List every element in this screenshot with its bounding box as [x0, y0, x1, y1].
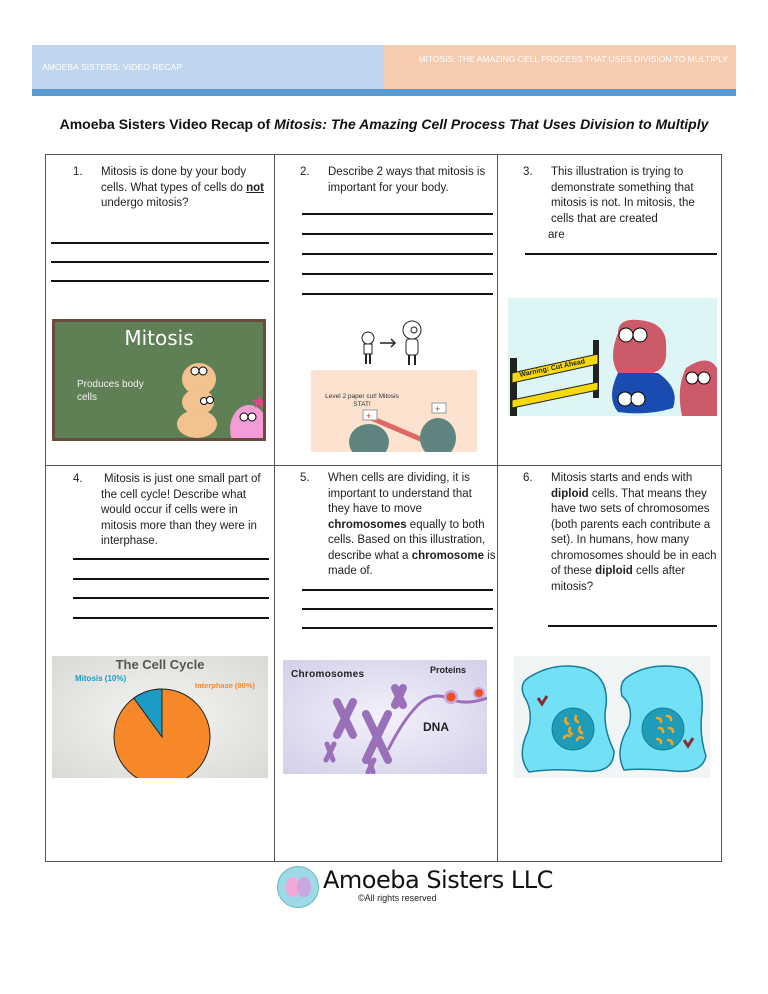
footer-rights: ©All rights reserved [358, 893, 437, 903]
header-left-label: AMOEBA SISTERS: VIDEO RECAP [42, 62, 183, 72]
column-divider [497, 154, 498, 862]
cut-ahead-cells-icon [508, 298, 717, 416]
chromosomes-dna-icon [283, 660, 487, 774]
nurse-cells-icon [311, 370, 477, 452]
answer-line[interactable] [302, 589, 493, 591]
header-right-label: MITOSIS: THE AMAZING CELL PROCESS THAT USES DIVISION TO MULTIPLY [418, 54, 728, 64]
answer-line[interactable] [51, 242, 269, 244]
answer-line[interactable] [302, 293, 493, 295]
header-left-panel [32, 45, 384, 89]
answer-line[interactable] [73, 617, 269, 619]
answer-line[interactable] [302, 253, 493, 255]
answer-line[interactable] [548, 625, 717, 627]
answer-line[interactable] [525, 253, 717, 255]
column-divider [274, 154, 275, 862]
answer-line[interactable] [302, 273, 493, 275]
header-right-panel [384, 45, 736, 89]
paper-cut-image: Level 2 paper cut! Mitosis STAT! + + [311, 370, 477, 452]
answer-line[interactable] [73, 578, 269, 580]
amoeba-sisters-logo-icon [277, 866, 319, 908]
legend-mitosis: Mitosis (10%) [75, 674, 127, 683]
row-divider [45, 465, 722, 466]
legend-interphase: Interphase (90%) [195, 681, 256, 690]
header-stripe [32, 89, 736, 96]
answer-line[interactable] [51, 261, 269, 263]
question-3-tail: are [548, 229, 565, 241]
answer-line[interactable] [51, 280, 269, 282]
svg-text:Warning: Cut Ahead: Warning: Cut Ahead [518, 358, 586, 379]
footer-brand: Amoeba Sisters LLC [323, 866, 553, 894]
warning-cut-image [508, 298, 717, 416]
chromosome-diagram-image: Chromosomes Proteins DNA [283, 660, 487, 774]
answer-line[interactable] [302, 608, 493, 610]
growth-stick-figures-icon [335, 302, 450, 366]
two-cells-icon [514, 656, 710, 778]
answer-line[interactable] [302, 213, 493, 215]
growth-figures-image [335, 302, 450, 366]
pie-chart-icon [52, 656, 268, 778]
cell-cycle-pie-chart: The Cell Cycle Mitosis (10%) Interphase (90%) [52, 656, 268, 778]
diploid-cells-image [514, 656, 710, 778]
mitosis-chalkboard-image: Mitosis Produces body cells [52, 319, 266, 441]
page-title: Amoeba Sisters Video Recap of Mitosis: The Amazing Cell Process That Uses Division to Multiply [59, 116, 709, 132]
svg-text:+: + [435, 404, 441, 414]
answer-line[interactable] [73, 597, 269, 599]
answer-line[interactable] [302, 233, 493, 235]
svg-text:+: + [366, 411, 372, 421]
amoeba-cells-icon [52, 319, 266, 441]
page-header [32, 45, 736, 89]
answer-line[interactable] [302, 627, 493, 629]
title-italic: Mitosis: The Amazing Cell Process That Uses Division to Multiply [274, 116, 709, 132]
answer-line[interactable] [73, 558, 269, 560]
